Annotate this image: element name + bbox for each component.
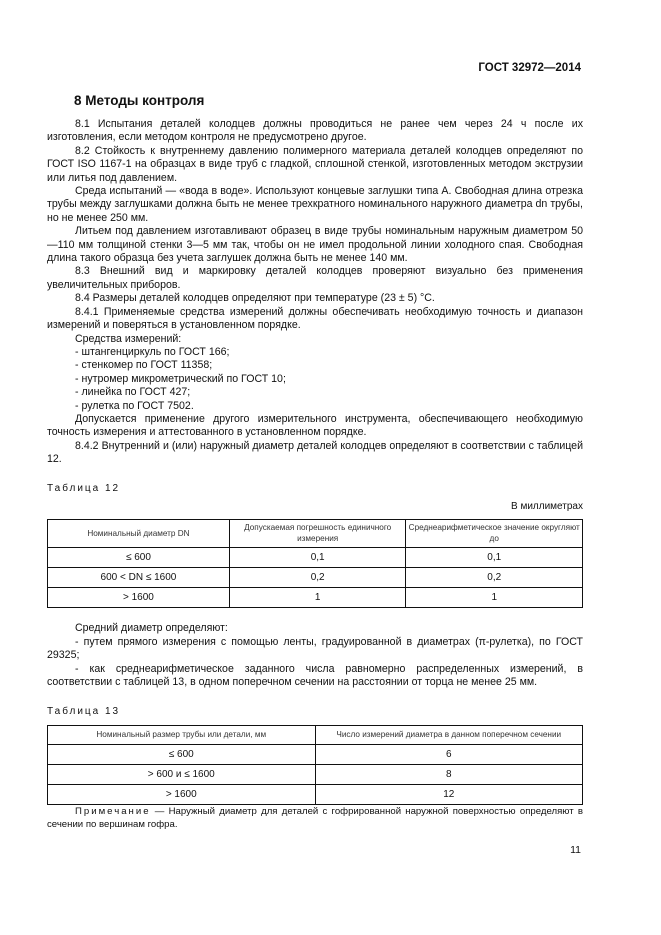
document-code: ГОСТ 32972—2014 — [478, 62, 581, 74]
table-cell: 600 < DN ≤ 1600 — [48, 568, 230, 588]
paragraph: 8.1 Испытания деталей колодцев должны проводиться не ранее чем через 24 ч после их изготовления, если методом контроля не предусмотрено другое. — [47, 118, 583, 144]
page-number: 11 — [570, 844, 581, 856]
table-row — [48, 744, 583, 764]
paragraph: 8.4.1 Применяемые средства измерений должны обеспечивать необходимую точность и диапазон измерений и поверяться в установленном порядке. — [47, 305, 583, 332]
paragraph: Средства измерений: — [75, 332, 182, 345]
table-row — [48, 548, 583, 568]
table-cell: 12 — [315, 784, 583, 804]
page-body — [47, 118, 583, 831]
paragraph: Литьем под давлением изготавливают образец в виде трубы номинальным наружным диаметром 50—110 мм толщиной стенки 3—5 мм так, чтобы он не имел продольной линии холодного спая. Свободная длина такого образца без учета заглушек должна быть не менее 140 мм. — [47, 225, 583, 265]
list-item: - штангенциркуль по ГОСТ 166; — [75, 345, 230, 358]
paragraph: Допускается применение другого измерительного инструмента, обеспечивающего необходимую точность измерения и аттестованного в установленном порядке. — [47, 412, 583, 439]
table-cell: 1 — [229, 588, 406, 608]
paragraph: - путем прямого измерения с помощью ленты, градуированной в диаметрах (π-рулетка), по ГОСТ 29325; — [47, 635, 583, 662]
column-header: Среднеарифметическое значение округляют до — [406, 520, 583, 548]
table-cell: 8 — [315, 764, 583, 784]
table-cell: > 600 и ≤ 1600 — [48, 764, 316, 784]
paragraph: 8.2 Стойкость к внутреннему давлению полимерного материала деталей колодцев определяют по ГОСТ ISO 1167-1 на образцах в виде труб с гладкой, сплошной стенкой, изготовленных методом экструзии или литья под давлением. — [47, 144, 583, 184]
column-header: Номинальный размер трубы или детали, мм — [48, 725, 316, 744]
table-cell: 1 — [406, 588, 583, 608]
paragraph: Средний диаметр определяют: — [75, 622, 228, 635]
list-item: - нутромер микрометрический по ГОСТ 10; — [75, 372, 286, 385]
paragraph: 8.4.2 Внутренний и (или) наружный диаметр деталей колодцев определяют в соответствии с таблицей 12. — [47, 439, 583, 466]
table-cell: ≤ 600 — [48, 744, 316, 764]
paragraph: Среда испытаний — «вода в воде». Используют концевые заглушки типа А. Свободная длина отрезка трубы между заглушками должна быть не менее трехкратного номинального наружного диаметра dn трубы, но не менее 250 мм. — [47, 185, 583, 224]
table-cell: 0,1 — [406, 548, 583, 568]
table-caption: Таблица 12 — [47, 482, 121, 494]
table-cell: > 1600 — [48, 784, 316, 804]
table-cell: 0,2 — [406, 568, 583, 588]
table-cell: > 1600 — [48, 588, 230, 608]
table-13 — [47, 725, 583, 805]
paragraph: 8.3 Внешний вид и маркировку деталей колодцев проверяют визуально без применения увеличительных приборов. — [47, 265, 583, 291]
table-row — [48, 568, 583, 588]
column-header: Число измерений диаметра в данном поперечном сечении — [315, 725, 583, 744]
column-header: Допускаемая погрешность единичного измерения — [229, 520, 406, 548]
table-cell: ≤ 600 — [48, 548, 230, 568]
table-row — [48, 764, 583, 784]
list-item: - рулетка по ГОСТ 7502. — [75, 399, 194, 412]
table-cell: 0,2 — [229, 568, 406, 588]
paragraph: - как среднеарифметическое заданного числа равномерно распределенных измерений, в соответствии с таблицей 13, в одном поперечном сечении на расстоянии от торца не менее 25 мм. — [47, 662, 583, 688]
note — [47, 805, 583, 831]
table-unit: В миллиметрах — [511, 500, 583, 512]
column-header: Номинальный диаметр DN — [48, 520, 230, 548]
note-text: — Наружный диаметр для деталей с гофрированной наружной поверхностью определяют в сечении по вершинам гофра. — [47, 805, 583, 830]
note-label: Примечание — [75, 805, 151, 817]
list-item: - линейка по ГОСТ 427; — [75, 386, 191, 399]
table-row — [48, 588, 583, 608]
table-caption: Таблица 13 — [47, 706, 121, 718]
table-cell: 0,1 — [229, 548, 406, 568]
table-header-row — [48, 725, 583, 744]
table-header-row — [48, 520, 583, 548]
section-title: 8 Методы контроля — [74, 93, 205, 108]
table-cell: 6 — [315, 744, 583, 764]
table-row — [48, 784, 583, 804]
table-12 — [47, 519, 583, 608]
paragraph: 8.4 Размеры деталей колодцев определяют при температуре (23 ± 5) °С. — [75, 292, 435, 305]
list-item: - стенкомер по ГОСТ 11358; — [75, 359, 213, 372]
